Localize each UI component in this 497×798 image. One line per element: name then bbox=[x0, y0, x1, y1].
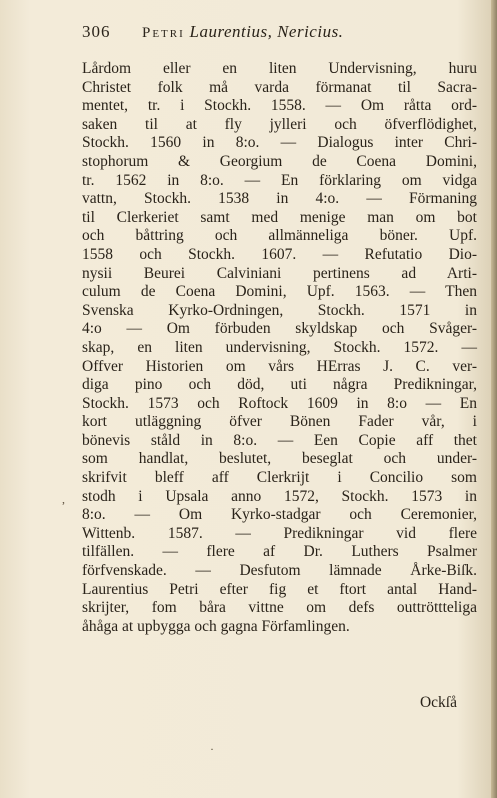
text-line: skrijter, fom båra vittne om defs outtröttteliga bbox=[82, 599, 477, 617]
page-edge bbox=[491, 0, 497, 798]
text-line: Stockh. 1573 och Roftock 1609 in 8:o — En bbox=[82, 394, 477, 412]
text-line: som handlat, beslutet, beseglat och under- bbox=[82, 450, 477, 468]
text-line: 8:o. — Om Kyrko-stadgar och Ceremonier, bbox=[82, 506, 477, 524]
text-line: tilfällen. — flere af Dr. Luthers Psalmer bbox=[82, 543, 477, 561]
text-line: culum de Coena Domini, Upf. 1563. — Then bbox=[82, 283, 477, 301]
text-line: mentet, tr. i Stockh. 1558. — Om råtta ord- bbox=[82, 97, 477, 115]
running-title-caps: Petri bbox=[142, 25, 185, 41]
catchword: Ockſå bbox=[419, 694, 457, 711]
body-text bbox=[82, 60, 477, 636]
text-line: kort utläggning öfver Bönen Fader vår, i bbox=[82, 413, 477, 431]
text-line: nysii Beurei Calviniani pertinens ad Arti- bbox=[82, 264, 477, 282]
text-line: Wittenb. 1587. — Predikningar vid flere bbox=[82, 524, 477, 542]
text-line: förfvenskade. — Desfutom lämnade Årke-Biſk. bbox=[82, 562, 477, 580]
running-title bbox=[142, 22, 343, 42]
text-line: 4:o — Om förbuden skyldskap och Svåger- bbox=[82, 320, 477, 338]
text-line: bönevis ståld in 8:o. — Een Copie aff thet bbox=[82, 431, 477, 449]
running-header bbox=[82, 22, 472, 48]
text-line: åhåga at upbygga och gagna Förfamlingen. bbox=[82, 617, 350, 635]
text-line: til Clerkeriet samt med menige man om bot bbox=[82, 208, 477, 226]
text-line: tr. 1562 in 8:o. — En förklaring om vidga bbox=[82, 171, 477, 189]
page-number: 306 bbox=[82, 22, 111, 41]
text-line: Offver Historien om vårs HErras J. C. ver- bbox=[82, 357, 477, 375]
text-line: 1558 och Stockh. 1607. — Refutatio Dio- bbox=[82, 245, 477, 263]
text-line: Christet folk må varda förmanat til Sacra- bbox=[82, 78, 477, 96]
text-line: stodh i Upsala anno 1572, Stockh. 1573 in bbox=[82, 487, 477, 505]
text-line: skap, en liten undervisning, Stockh. 1572. — bbox=[82, 338, 477, 356]
text-line: Lårdom eller en liten Undervisning, huru bbox=[82, 60, 477, 77]
text-line: stophorum & Georgium de Coena Domini, bbox=[82, 152, 477, 170]
margin-mark: · bbox=[210, 742, 214, 756]
running-title-italic: Laurentius, Nericius. bbox=[189, 22, 344, 41]
text-line: saken til at fly jylleri och öfverflödighet, bbox=[82, 115, 477, 133]
text-line: Svenska Kyrko-Ordningen, Stockh. 1571 in bbox=[82, 301, 477, 319]
text-line: vattn, Stockh. 1538 in 4:o. — Förmaning bbox=[82, 190, 477, 208]
text-line: Stockh. 1560 in 8:o. — Dialogus inter Chri- bbox=[82, 134, 477, 152]
text-line: diga pino och död, uti några Predikningar, bbox=[82, 376, 477, 394]
text-line: och båttring och allmänneliga böner. Upf. bbox=[82, 227, 477, 245]
margin-mark: , bbox=[62, 492, 65, 506]
text-line: skrifvit bleff aff Clerkrijt i Concilio som bbox=[82, 469, 477, 487]
text-line: Laurentius Petri efter fig et ftort antal Hand- bbox=[82, 580, 477, 598]
